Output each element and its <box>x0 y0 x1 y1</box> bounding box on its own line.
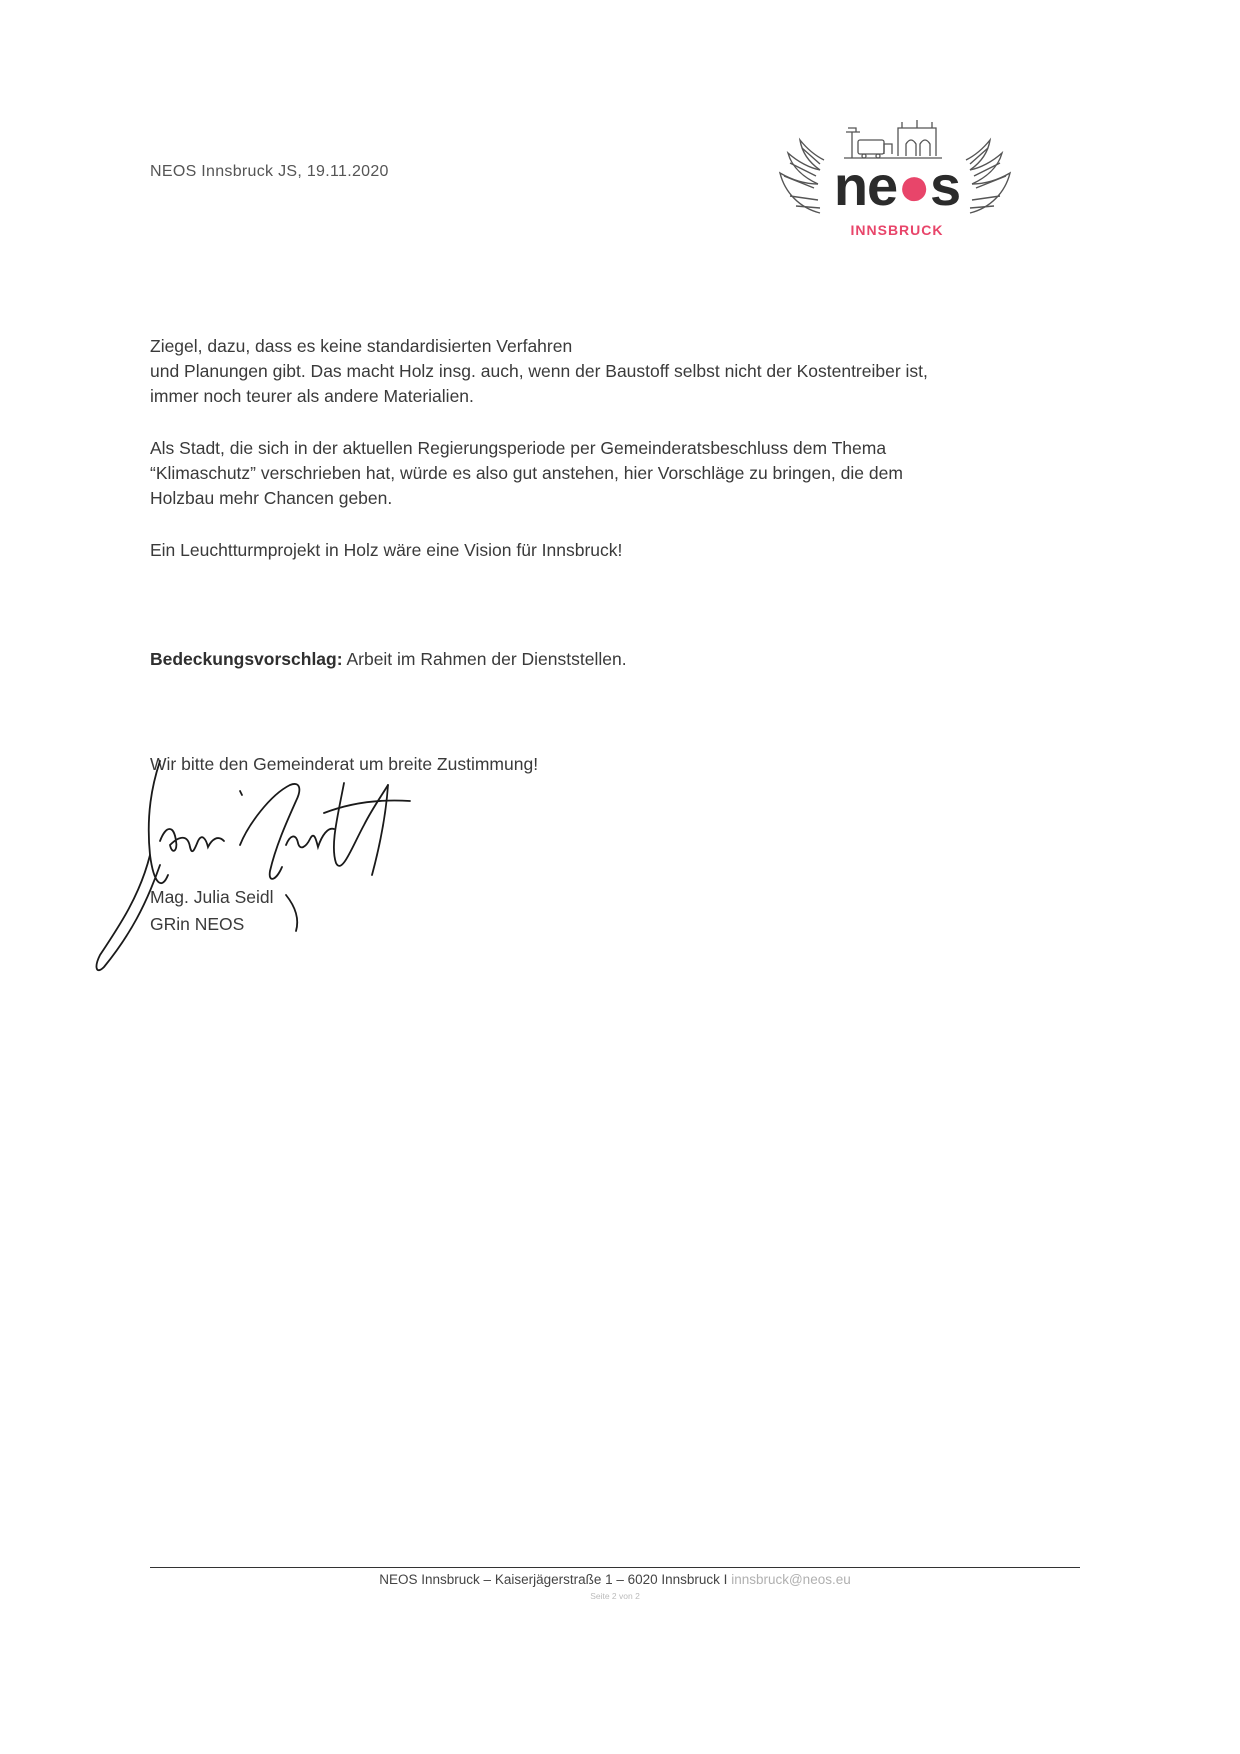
coverage-proposal <box>150 649 627 670</box>
footer-address <box>150 1572 1080 1587</box>
paragraph-1-line-1: Ziegel, dazu, dass es keine standardisierten Verfahren <box>150 336 573 356</box>
logo-word-start: ne <box>833 154 898 217</box>
paragraph-1 <box>150 334 1050 409</box>
logo-subtitle: INNSBRUCK <box>850 222 944 238</box>
footer-address-text: NEOS Innsbruck – Kaiserjägerstraße 1 – 6020 Innsbruck I <box>379 1572 732 1587</box>
paragraph-2 <box>150 436 1050 511</box>
handwritten-signature <box>90 755 450 985</box>
footer-divider <box>150 1567 1080 1568</box>
signatory-role: GRin NEOS <box>150 914 245 934</box>
paragraph-2-line-1: Als Stadt, die sich in der aktuellen Regierungsperiode per Gemeinderatsbeschluss dem Thema <box>150 438 887 458</box>
paragraph-2-line-3: Holzbau mehr Chancen geben. <box>150 488 393 508</box>
signatory-name: Mag. Julia Seidl <box>150 887 274 907</box>
logo-o-dot: ● <box>897 154 931 217</box>
letter-body <box>150 334 1050 590</box>
paragraph-2-line-2: “Klimaschutz” verschrieben hat, würde es also gut anstehen, hier Vorschläge zu bringen, die dem <box>150 463 903 483</box>
left-wing-icon <box>780 140 824 213</box>
proposal-text: Arbeit im Rahmen der Dienststellen. <box>342 649 627 669</box>
paragraph-3 <box>150 538 1050 563</box>
logo-word-end: s <box>930 154 961 217</box>
header-reference: NEOS Innsbruck JS, 19.11.2020 <box>150 163 389 180</box>
paragraph-1-line-3: immer noch teurer als andere Materialien. <box>150 386 474 406</box>
footer-email: innsbruck@neos.eu <box>731 1572 851 1587</box>
paragraph-3-line-1: Ein Leuchtturmprojekt in Holz wäre eine Vision für Innsbruck! <box>150 540 623 560</box>
paragraph-1-line-2: und Planungen gibt. Das macht Holz insg. auch, wenn der Baustoff selbst nicht der Kostentreiber ist, <box>150 361 928 381</box>
logo-wordmark <box>822 154 972 217</box>
proposal-label: Bedeckungsvorschlag: <box>150 649 343 669</box>
right-wing-icon <box>966 140 1010 213</box>
closing-sentence: Wir bitte den Gemeinderat um breite Zustimmung! <box>150 754 539 774</box>
skyline-icon <box>844 120 942 158</box>
neos-innsbruck-logo <box>770 118 1020 243</box>
footer-page-number: Seite 2 von 2 <box>590 1591 640 1601</box>
